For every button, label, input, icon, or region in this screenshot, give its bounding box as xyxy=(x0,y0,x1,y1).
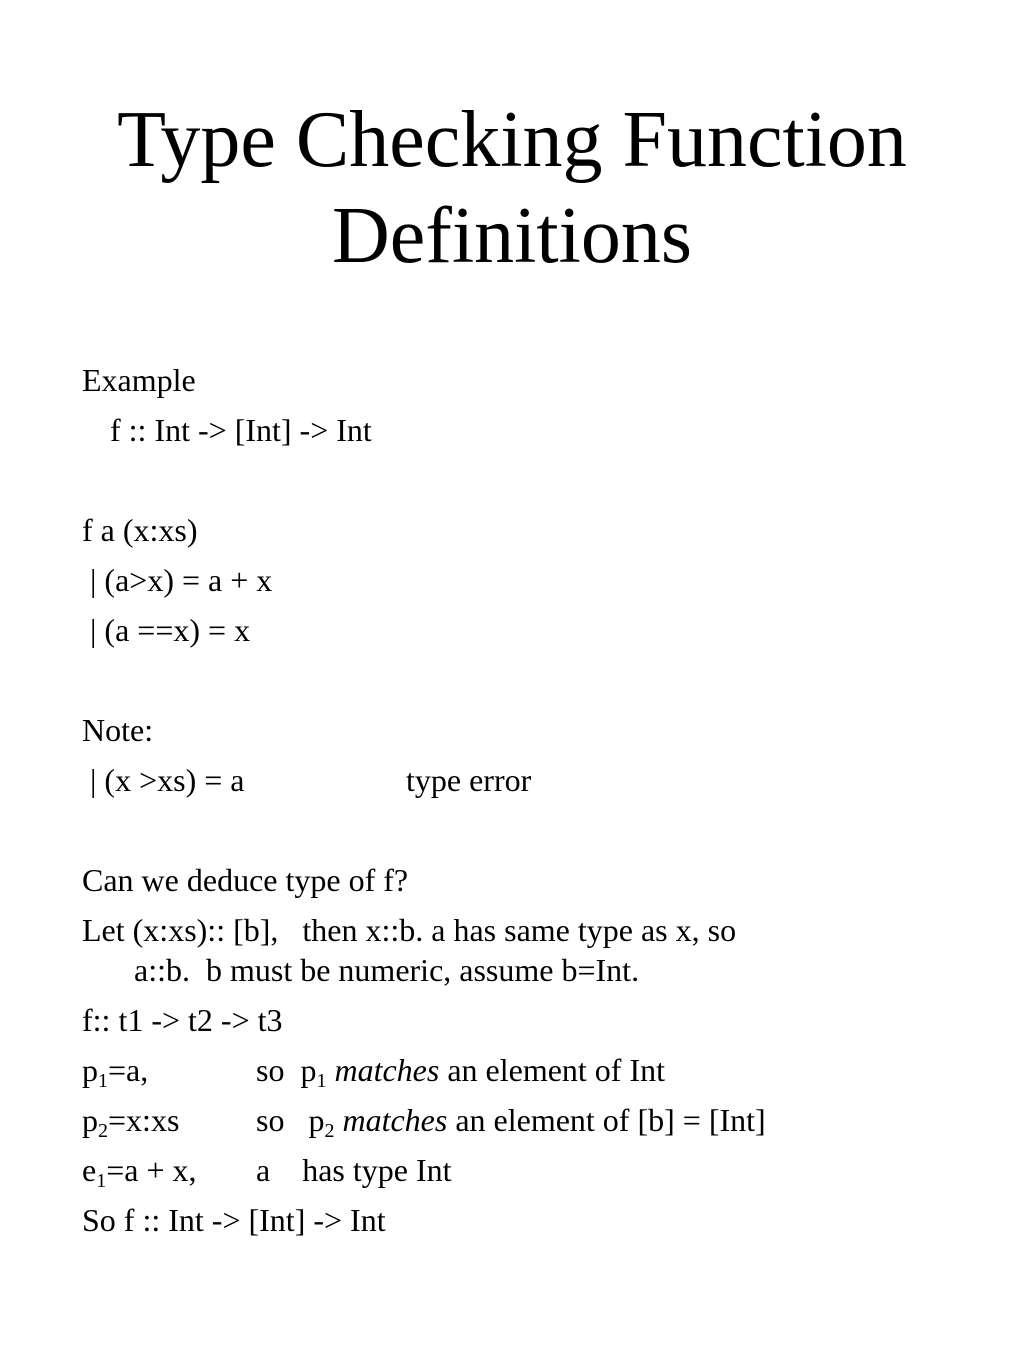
note-line xyxy=(82,761,531,799)
guard-line-2: | (a ==x) = x xyxy=(82,612,251,648)
p1-tail: an element of Int xyxy=(439,1052,665,1088)
slide-title xyxy=(0,92,1024,284)
e1-rest: =a + x, xyxy=(106,1152,197,1188)
let-line-1: Let (x:xs):: [b], then x::b. a has same type as x, so xyxy=(82,912,737,948)
p1-subscript: 1 xyxy=(98,1070,108,1092)
p1-so: so p xyxy=(256,1052,317,1088)
function-signature: f :: Int -> [Int] -> Int xyxy=(110,412,372,448)
e1-tail: a has type Int xyxy=(256,1152,452,1188)
p2-tail: an element of [b] = [Int] xyxy=(447,1102,766,1138)
title-line-2: Definitions xyxy=(332,192,692,280)
conclusion-line: So f :: Int -> [Int] -> Int xyxy=(82,1202,386,1238)
p2-so-subscript: 2 xyxy=(324,1120,335,1142)
p2-base: p xyxy=(82,1102,98,1138)
p2-rest: =x:xs xyxy=(108,1102,180,1138)
p2-matches: matches xyxy=(342,1102,448,1138)
p1-matches: matches xyxy=(334,1052,440,1088)
p2-line xyxy=(82,1101,766,1142)
example-label: Example xyxy=(82,362,196,398)
guard-line-1: | (a>x) = a + x xyxy=(82,562,273,598)
ftype-line: f:: t1 -> t2 -> t3 xyxy=(82,1002,283,1038)
question-line: Can we deduce type of f? xyxy=(82,862,409,898)
e1-line xyxy=(82,1151,452,1192)
p2-so: so p xyxy=(256,1102,325,1138)
note-comment: type error xyxy=(406,762,532,798)
p1-line xyxy=(82,1051,665,1092)
title-line-1: Type Checking Function xyxy=(117,96,907,184)
p2-subscript: 2 xyxy=(98,1120,108,1142)
definition-head: f a (x:xs) xyxy=(82,512,198,548)
note-guard: | (x >xs) = a xyxy=(82,762,245,798)
note-label: Note: xyxy=(82,712,154,748)
let-line-2: a::b. b must be numeric, assume b=Int. xyxy=(134,952,640,988)
p1-so-subscript: 1 xyxy=(316,1070,327,1092)
p1-rest: =a, xyxy=(108,1052,149,1088)
e1-base: e xyxy=(82,1152,97,1188)
e1-subscript: 1 xyxy=(96,1170,107,1192)
p1-base: p xyxy=(82,1052,98,1088)
